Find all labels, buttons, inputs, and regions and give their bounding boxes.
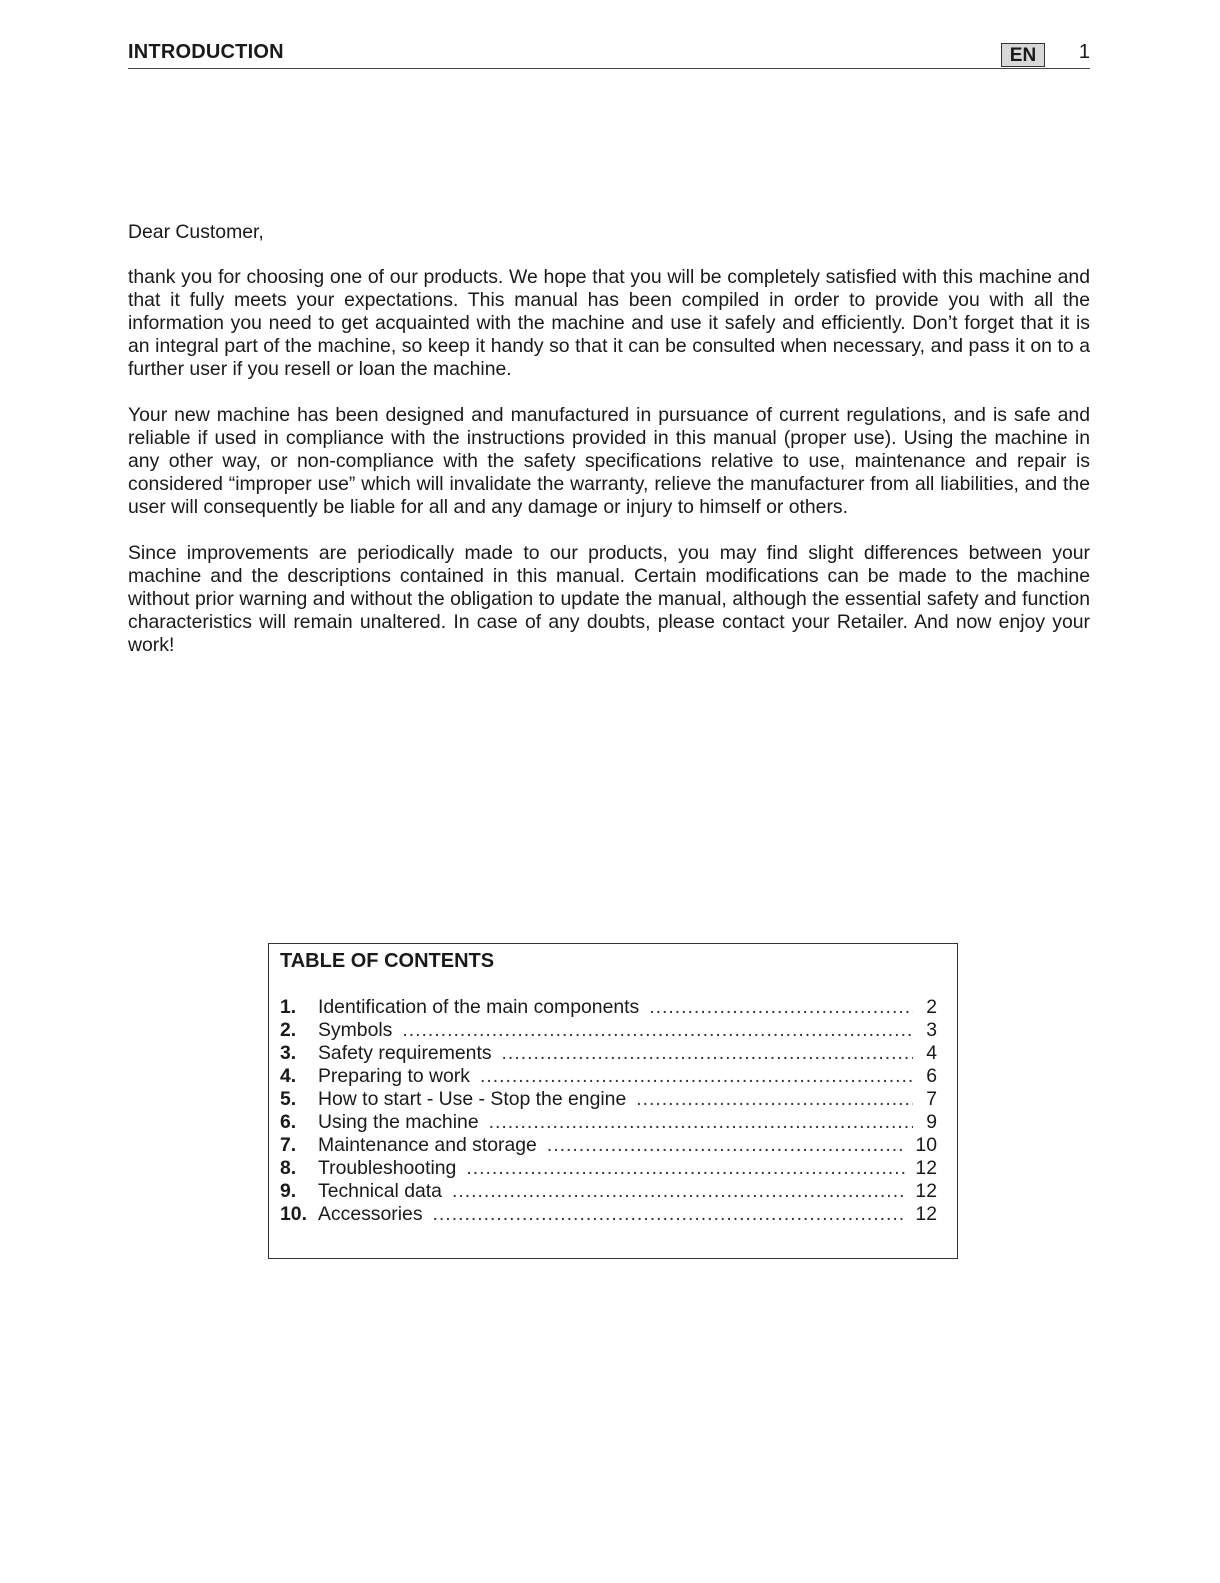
paragraph-improvements: Since improvements are periodically made to our products, you may find slight differences between your machine and the descriptions contained in this manual. Certain modifications can be made to the machine without prior warning and without the obligation to update the manual, although the essential safety and function characteristics will remain unaltered. In case of any doubts, please contact your Retailer. And now enjoy your work! [128, 542, 1090, 656]
toc-entry[interactable] [280, 1088, 937, 1111]
toc-entry-number: 8. [280, 1157, 297, 1179]
toc-entry[interactable] [280, 1111, 937, 1134]
page-number: 1 [1078, 41, 1090, 63]
toc-entry[interactable] [280, 1157, 937, 1180]
toc-entry-number: 5. [280, 1088, 297, 1110]
toc-entry-title: Troubleshooting [318, 1157, 457, 1179]
toc-entry-number: 1. [280, 996, 297, 1018]
toc-entry-title: Using the machine [318, 1111, 479, 1133]
toc-dot-leader [489, 1111, 913, 1134]
toc-entry[interactable] [280, 996, 937, 1019]
toc-entry-page: 12 [915, 1157, 937, 1179]
toc-entry[interactable] [280, 1065, 937, 1088]
toc-entry-number: 4. [280, 1065, 297, 1087]
toc-entry-page: 2 [926, 996, 937, 1018]
toc-entry-page: 10 [915, 1134, 937, 1156]
toc-dot-leader [480, 1065, 913, 1088]
toc-entry-number: 6. [280, 1111, 297, 1133]
toc-dot-leader [649, 996, 913, 1019]
toc-entry[interactable] [280, 1042, 937, 1065]
language-badge: EN [1001, 43, 1045, 67]
toc-entry-title: How to start - Use - Stop the engine [318, 1088, 627, 1110]
toc-entry-number: 2. [280, 1019, 297, 1041]
toc-entry-page: 6 [926, 1065, 937, 1087]
toc-entry[interactable] [280, 1180, 937, 1203]
toc-entry-number: 10. [280, 1203, 307, 1225]
toc-entry-title: Accessories [318, 1203, 423, 1225]
salutation: Dear Customer, [128, 221, 264, 243]
paragraph-proper-use: Your new machine has been designed and manufactured in pursuance of current regulations, and is safe and reliable if used in compliance with the instructions provided in this manual (proper use). Using the machine in any other way, or non-compliance with the safety specifications relative to use, maintenance and repair is considered “improper use” which will invalidate the warranty, relieve the manufacturer from all liabilities, and the user will consequently be liable for all and any damage or injury to himself or others. [128, 404, 1090, 518]
toc-entry[interactable] [280, 1134, 937, 1157]
toc-entry-page: 9 [926, 1111, 937, 1133]
introduction-body [128, 221, 1090, 680]
paragraph-thanks: thank you for choosing one of our products. We hope that you will be completely satisfied with this machine and that it fully meets your expectations. This manual has been compiled in order to provide you with all the information you need to get acquainted with the machine and use it safely and efficiently. Don’t forget that it is an integral part of the machine, so keep it handy so that it can be consulted when necessary, and pass it on to a further user if you resell or loan the machine. [128, 266, 1090, 380]
toc-dot-leader [452, 1180, 905, 1203]
toc-entry-title: Technical data [318, 1180, 442, 1202]
table-of-contents [268, 943, 958, 1259]
toc-entry-page: 7 [926, 1088, 937, 1110]
toc-entry-page: 3 [926, 1019, 937, 1041]
toc-entry-title: Maintenance and storage [318, 1134, 537, 1156]
toc-entry-page: 4 [926, 1042, 937, 1064]
toc-entry[interactable] [280, 1203, 937, 1226]
page-header [128, 38, 1090, 69]
section-title: INTRODUCTION [128, 41, 284, 63]
toc-entry-title: Symbols [318, 1019, 393, 1041]
toc-entry[interactable] [280, 1019, 937, 1042]
toc-title: TABLE OF CONTENTS [280, 950, 495, 972]
toc-entry-number: 7. [280, 1134, 297, 1156]
toc-dot-leader [547, 1134, 906, 1157]
toc-list [280, 996, 937, 1226]
toc-entry-page: 12 [915, 1203, 937, 1225]
toc-entry-page: 12 [915, 1180, 937, 1202]
toc-entry-title: Preparing to work [318, 1065, 470, 1087]
toc-dot-leader [636, 1088, 913, 1111]
toc-dot-leader [433, 1203, 906, 1226]
toc-dot-leader [466, 1157, 905, 1180]
toc-entry-number: 9. [280, 1180, 297, 1202]
toc-entry-number: 3. [280, 1042, 297, 1064]
toc-dot-leader [402, 1019, 913, 1042]
toc-entry-title: Safety requirements [318, 1042, 492, 1064]
toc-entry-title: Identification of the main components [318, 996, 640, 1018]
toc-dot-leader [502, 1042, 913, 1065]
